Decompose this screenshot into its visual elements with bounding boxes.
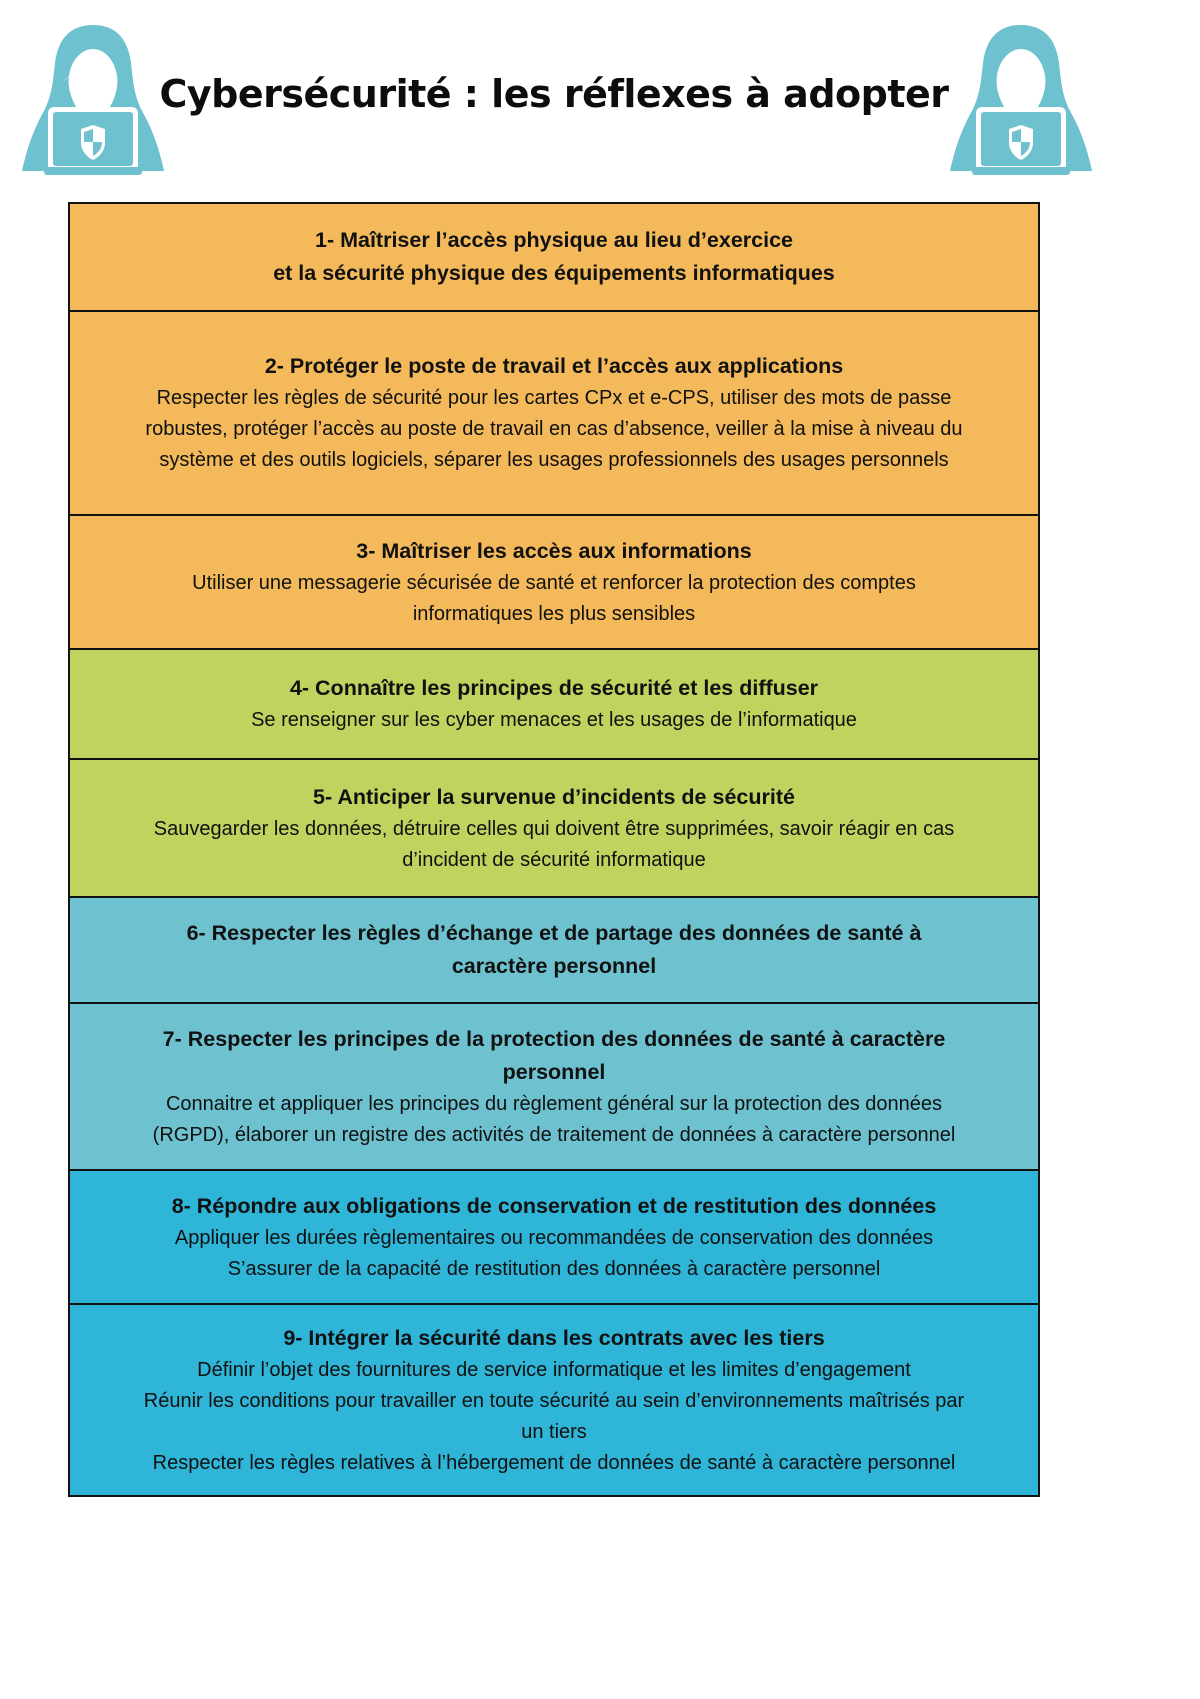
row-description: robustes, protéger l’accès au poste de travail en cas d’absence, veiller à la mise à niveau du: [145, 418, 963, 440]
row-description: système et des outils logiciels, séparer les usages professionnels des usages personnels: [159, 449, 949, 471]
reflex-row-3: [70, 516, 1038, 650]
row-description: Respecter les règles de sécurité pour les cartes CPx et e-CPS, utiliser des mots de passe: [156, 387, 952, 409]
row-description: Définir l’objet des fournitures de service informatique et les limites d’engagement: [197, 1358, 911, 1381]
row-description: Sauvegarder les données, détruire celles qui doivent être supprimées, savoir réagir en cas: [153, 817, 955, 840]
row-description: Connaitre et appliquer les principes du règlement général sur la protection des données: [165, 1092, 943, 1115]
reflex-row-6: [70, 898, 1038, 1004]
reflex-row-9: [70, 1305, 1038, 1495]
row-description: un tiers: [521, 1420, 587, 1443]
page-title: Cybersécurité : les réflexes à adopter: [159, 72, 949, 116]
row-heading: 3- Maîtriser les accès aux informations: [356, 538, 752, 563]
reflex-row-5: [70, 760, 1038, 898]
row-heading: caractère personnel: [451, 954, 657, 978]
row-heading: personnel: [502, 1059, 606, 1084]
row-description: Appliquer les durées règlementaires ou recommandées de conservation des données: [174, 1226, 934, 1249]
row-heading: 6- Respecter les règles d’échange et de partage des données de santé à: [186, 921, 922, 945]
row-heading: et la sécurité physique des équipements informatiques: [273, 261, 835, 285]
row-heading: 7- Respecter les principes de la protection des données de santé à caractère: [162, 1026, 946, 1051]
page-header: [0, 0, 1200, 190]
row-description: Réunir les conditions pour travailler en toute sécurité au sein d’environnements maîtrisés par: [143, 1389, 965, 1412]
row-description: informatiques les plus sensibles: [412, 602, 696, 625]
reflex-row-1: [70, 204, 1038, 312]
row-heading: 5- Anticiper la survenue d’incidents de sécurité: [313, 784, 795, 809]
row-heading: 9- Intégrer la sécurité dans les contrats avec les tiers: [283, 1325, 825, 1350]
row-description: Se renseigner sur les cyber menaces et les usages de l’informatique: [251, 709, 857, 731]
reflex-row-4: [70, 650, 1038, 760]
row-description: d’incident de sécurité informatique: [402, 848, 706, 871]
row-heading: 1- Maîtriser l’accès physique au lieu d’exercice: [314, 228, 793, 252]
row-description: Utiliser une messagerie sécurisée de santé et renforcer la protection des comptes: [192, 571, 916, 594]
row-description: Respecter les règles relatives à l’hébergement de données de santé à caractère personnel: [152, 1451, 956, 1474]
row-description: S’assurer de la capacité de restitution des données à caractère personnel: [227, 1257, 881, 1280]
hooded-hacker-laptop-shield-icon: [950, 25, 1092, 175]
row-heading: 4- Connaître les principes de sécurité et les diffuser: [289, 676, 819, 700]
row-heading: 2- Protéger le poste de travail et l’accès aux applications: [264, 354, 844, 378]
reflex-row-7: [70, 1004, 1038, 1171]
reflexes-table: [68, 202, 1040, 1497]
row-heading: 8- Répondre aux obligations de conservation et de restitution des données: [171, 1193, 937, 1218]
row-description: (RGPD), élaborer un registre des activités de traitement de données à caractère personnel: [152, 1123, 956, 1146]
reflex-row-2: [70, 312, 1038, 516]
reflex-row-8: [70, 1171, 1038, 1305]
